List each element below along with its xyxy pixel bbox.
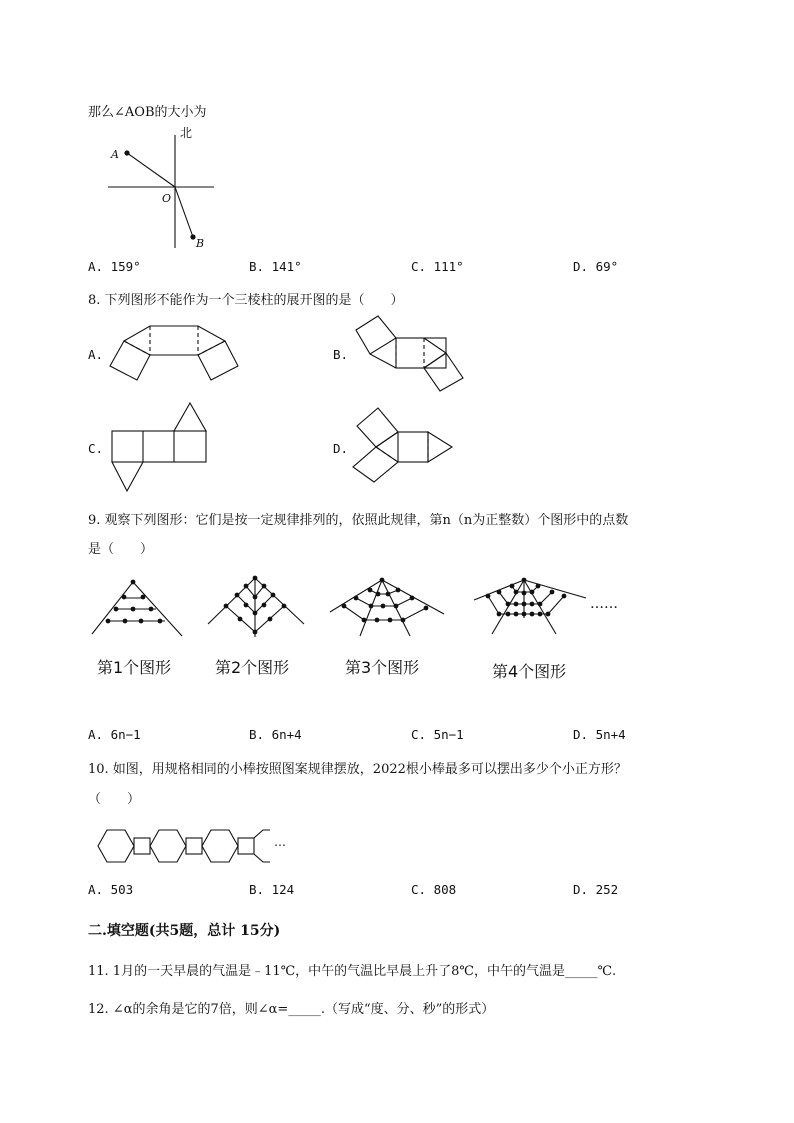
q8-label-c: C. [88, 441, 104, 456]
q12-text: 12. ∠α的余角是它的7倍，则∠α=_____.（写成“度、分、秒”的形式） [88, 1002, 495, 1017]
q11-text: 11. 1月的一天早晨的气温是﹣11℃，中午的气温比早晨上升了8℃，中午的气温是_____℃. [88, 964, 617, 979]
label-north: 北 [180, 126, 193, 140]
q10-option-b: B. 124 [249, 882, 295, 897]
q9-option-a: A. 6n−1 [88, 727, 141, 742]
q10-paren: （ ） [88, 792, 141, 807]
q9-ellipsis: …… [590, 596, 618, 612]
q8-label-b: B. [333, 347, 349, 362]
q7-option-c: C. 111° [411, 259, 464, 274]
q10-option-c: C. 808 [411, 882, 457, 897]
q9-option-b: B. 6n+4 [249, 727, 302, 742]
section-2-title: 二.填空题(共5题，总计 15分) [88, 923, 281, 939]
q8-label-d: D. [333, 441, 349, 456]
q9-caption-2: 第2个图形 [215, 658, 290, 677]
q9-caption-3: 第3个图形 [345, 658, 420, 677]
q10-ellipsis: … [274, 835, 286, 849]
q9-caption-1: 第1个图形 [97, 658, 172, 677]
q9-stem-line1: 9. 观察下列图形：它们是按一定规律排列的，依照此规律，第n（n为正整数）个图形中的点数 [88, 513, 629, 528]
q8-label-a: A. [88, 347, 104, 362]
q7-option-b: B. 141° [249, 259, 302, 274]
q10-option-a: A. 503 [88, 882, 134, 897]
q8-stem: 8. 下列图形不能作为一个三棱柱的展开图的是（ ） [88, 293, 404, 308]
q10-stem: 10. 如图，用规格相同的小棒按照图案规律摆放，2022根小棒最多可以摆出多少个小正方形？ [88, 762, 627, 777]
q9-option-c: C. 5n−1 [411, 727, 464, 742]
q9-stem-line2: 是（ ） [88, 542, 154, 557]
label-a: A [111, 148, 119, 161]
q9-option-d: D. 5n+4 [573, 727, 626, 742]
label-b: B [196, 237, 205, 250]
q9-caption-4: 第4个图形 [492, 662, 567, 681]
q7-option-a: A. 159° [88, 259, 141, 274]
label-o: O [162, 192, 172, 205]
q7-option-d: D. 69° [573, 259, 619, 274]
q7-stem-tail: 那么∠AOB的大小为 [88, 105, 207, 120]
q10-option-d: D. 252 [573, 882, 619, 897]
